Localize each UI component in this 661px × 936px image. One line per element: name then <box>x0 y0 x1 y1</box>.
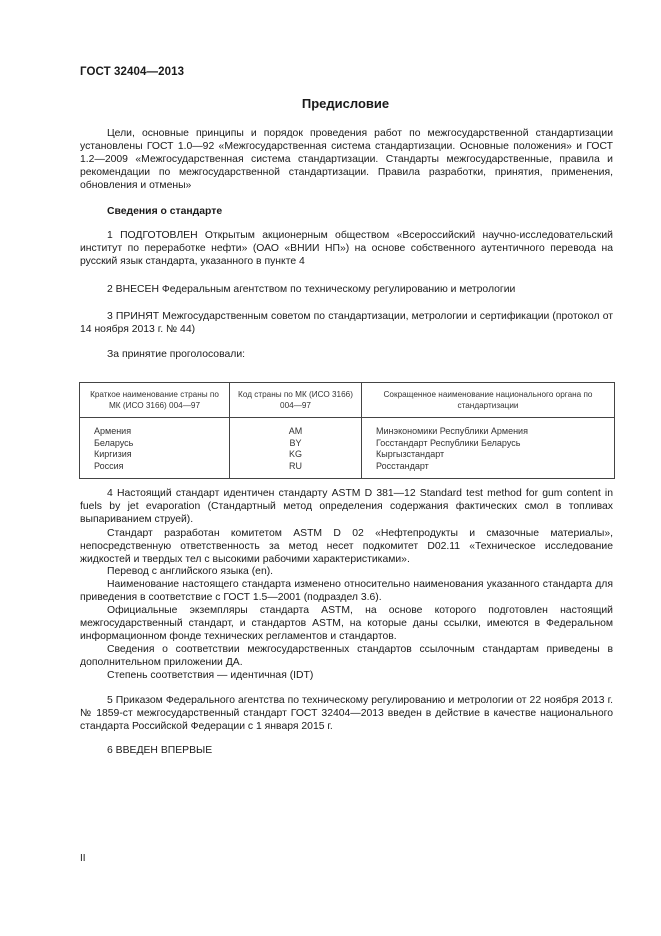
item-4-official-copies-paragraph: Официальные экземпляры стандарта ASTM, на основе которого подготовлен настоящий межгосударственный стандарт, и стандартов ASTM, на которые даны ссылки, имеются в Федеральном информационном фонде технических регламентов и стандартов. <box>80 605 613 642</box>
table-cell-code: KG <box>230 449 362 461</box>
item-2-paragraph: 2 ВНЕСЕН Федеральным агентством по техническому регулированию и метрологии <box>107 284 516 295</box>
table-row <box>80 438 615 450</box>
voted-label: За принятие проголосовали: <box>107 349 246 360</box>
table-cell-body: Госстандарт Республики Беларусь <box>376 437 521 448</box>
table-cell-country: Киргизия <box>94 449 132 459</box>
page-title: Предисловие <box>301 96 390 111</box>
item-4-block <box>80 488 613 683</box>
item-3-paragraph: 3 ПРИНЯТ Межгосударственным советом по стандартизации, метрологии и сертификации (протокол от 14 ноября 2013 г. № 44) <box>80 311 613 335</box>
table-header-body: Сокращенное наименование национального органа по стандартизации <box>362 383 615 418</box>
item-4-conformity-info-paragraph: Сведения о соответствии межгосударственных стандартов ссылочным стандартам приведены в дополнительном приложении ДА. <box>80 643 613 668</box>
item-4-paragraph: 4 Настоящий стандарт идентичен стандарту ASTM D 381—12 Standard test method for gum content in fuels by jet evaporation (Стандартный метод определения содержания фактических смол в топливах выпариванием струей). <box>80 488 613 525</box>
item-4-name-change-paragraph: Наименование настоящего стандарта изменено относительно наименования указанного стандарта для приведения в соответствие с ГОСТ 1.5—2001 (подраздел 3.6). <box>80 579 613 604</box>
item-5-paragraph: 5 Приказом Федерального агентства по техническому регулированию и метрологии от 22 ноября 2013 г. № 1859-ст межгосударственный стандарт ГОСТ 32404—2013 введен в действие в качестве национального стандарта Российской Федерации с 1 января 2015 г. <box>80 695 613 732</box>
table-cell-country: Россия <box>94 460 124 471</box>
item-4-degree-paragraph: Степень соответствия — идентичная (IDT) <box>107 669 314 681</box>
table-header-code: Код страны по МК (ИСО 3166) 004—97 <box>230 383 362 418</box>
table-cell-country: Армения <box>94 426 132 436</box>
table-cell-body: Кыргызстандарт <box>376 449 445 459</box>
item-1-paragraph: 1 ПОДГОТОВЛЕН Открытым акционерным обществом «Всероссийский научно-исследовательский институт по переработке нефти» (ОАО «ВНИИ НП») на основе собственного аутентичного перевода на русский язык стандарта, указанного в пункте 4 <box>80 230 613 267</box>
table-row <box>80 449 615 461</box>
table-header-country: Краткое наименование страны по МК (ИСО 3166) 004—97 <box>80 383 230 418</box>
document-code-header: ГОСТ 32404—2013 <box>80 66 185 78</box>
item-4-committee-paragraph: Стандарт разработан комитетом ASTM D 02 «Нефтепродукты и смазочные материалы», непосредственную ответственность за метод несет подкомитет D02.11 «Техническое исследование жидкостей и твердых тел с высокими рабочими характеристиками». <box>80 527 613 565</box>
item-6-paragraph: 6 ВВЕДЕН ВПЕРВЫЕ <box>107 745 213 756</box>
table-row <box>80 418 615 438</box>
section-subtitle: Сведения о стандарте <box>107 206 223 217</box>
page-number: II <box>80 853 86 864</box>
table-cell-code: AM <box>230 418 362 438</box>
table-cell-body: Минэкономики Республики Армения <box>376 426 528 436</box>
table-cell-code: BY <box>230 438 362 450</box>
table-cell-body: Росстандарт <box>376 460 429 471</box>
item-4-translation-paragraph: Перевод с английского языка (en). <box>107 566 274 578</box>
table-cell-country: Беларусь <box>94 437 134 448</box>
table-row <box>80 461 615 479</box>
table-cell-code: RU <box>230 461 362 479</box>
intro-paragraph: Цели, основные принципы и порядок проведения работ по межгосударственной стандартизации установлены ГОСТ 1.0—92 «Межгосударственная система стандартизации. Основные положения» и ГОСТ 1.2—2009 «Межгосударственная система стандартизации. Стандарты межгосударственные, правила и рекомендации по межгосударственной стандартизации. Правила разработки, принятия, применения, обновления и отмены» <box>80 128 613 191</box>
voting-table <box>79 382 615 479</box>
